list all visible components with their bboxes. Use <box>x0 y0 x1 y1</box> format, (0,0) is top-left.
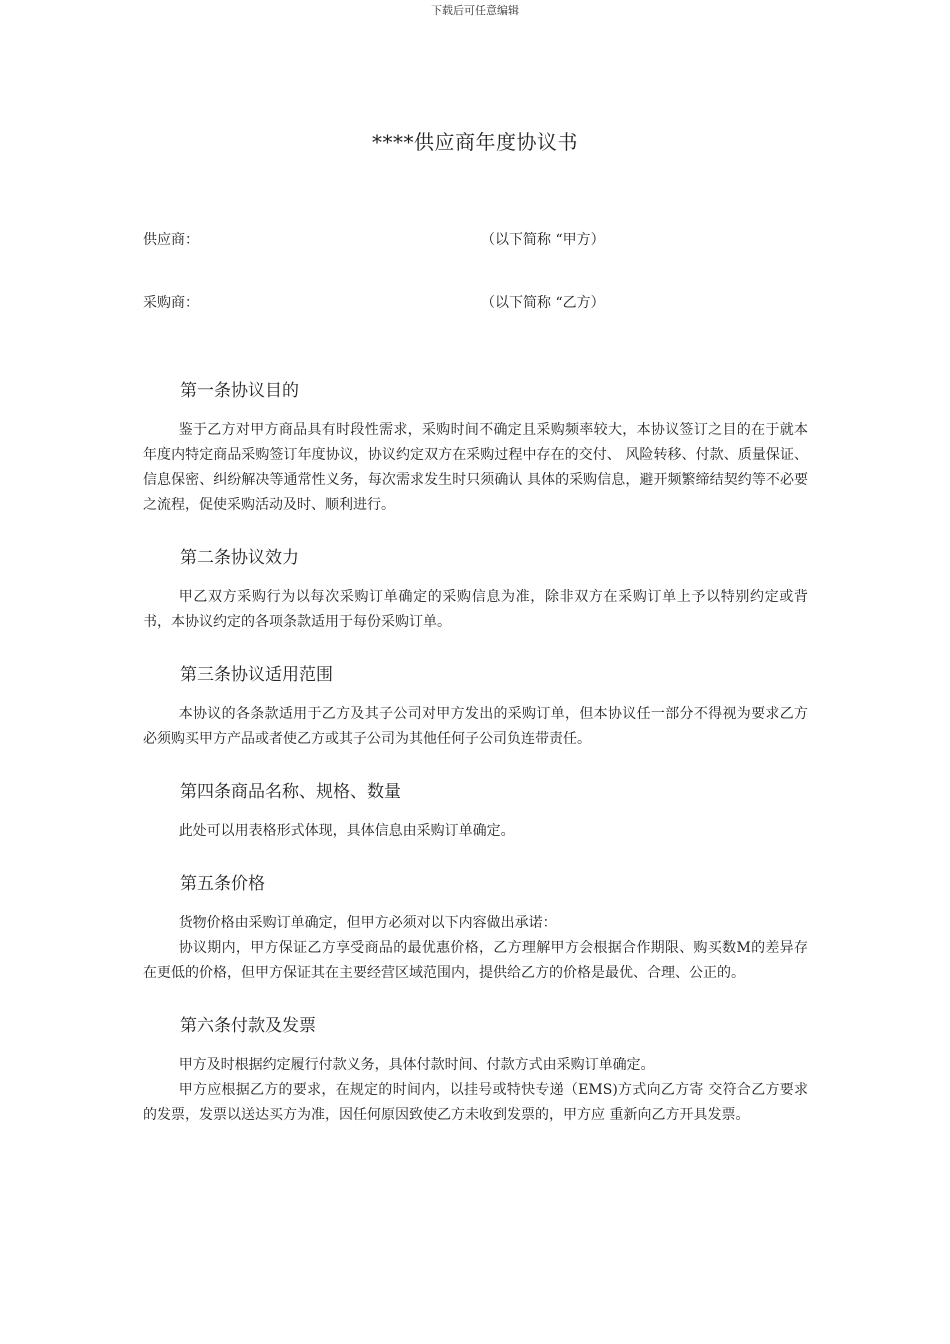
party-purchaser <box>143 292 823 312</box>
section-4 <box>143 779 808 844</box>
section-paragraph: 甲方及时根据约定履行付款义务，具体付款时间、付款方式由采购订单确定。 <box>178 1057 655 1073</box>
section-paragraph: 此处可以用表格形式体现，具体信息由采购订单确定。 <box>178 823 515 839</box>
section-paragraph: 甲乙双方采购行为以每次采购订单确定的采购信息为准，除非双方在采购订单上予以特别约定或背书，本协议约定的各项条款适用于每份采购订单。 <box>143 589 808 630</box>
section-paragraph: 协议期内，甲方保证乙方享受商品的最优惠价格，乙方理解甲方会根据合作期限、购买数M的差异存在更低的价格，但甲方保证其在主要经营区域范围内，提供给乙方的价格是最优、合理、公正的。 <box>143 940 808 981</box>
section-paragraph: 鉴于乙方对甲方商品具有时段性需求，采购时间不确定且采购频率较大，本协议签订之目的在于就本年度内特定商品采购签订年度协议，协议约定双方在采购过程中存在的交付、 风险转移、付款、质量保证、信息保密、纠纷解决等通常性义务，每次需求发生时只须确认 具体的采购信息，避开频繁缔结契约等不必要之流程，促使采购活动及时、顺利进行。 <box>143 422 808 513</box>
section-6 <box>143 1013 808 1128</box>
section-heading: 第四条商品名称、规格、数量 <box>180 782 401 802</box>
party-supplier-label: 供应商： <box>143 232 199 248</box>
document-body <box>143 378 808 1155</box>
section-heading: 第三条协议适用范围 <box>180 665 333 685</box>
section-5 <box>143 871 808 986</box>
section-1 <box>143 378 808 518</box>
document-title: ****供应商年度协议书 <box>372 130 578 154</box>
party-supplier <box>143 229 823 249</box>
section-paragraph: 本协议的各条款适用于乙方及其子公司对甲方发出的采购订单，但本协议任一部分不得视为要求乙方必须购买甲方产品或者使乙方或其子公司为其他任何子公司负连带责任。 <box>143 706 808 747</box>
section-heading: 第六条付款及发票 <box>180 1016 316 1036</box>
party-supplier-note: （以下简称 “甲方） <box>481 232 605 248</box>
section-2 <box>143 545 808 635</box>
header-note: 下载后可任意编辑 <box>431 4 519 17</box>
section-paragraph: 货物价格由采购订单确定，但甲方必须对以下内容做出承诺： <box>178 915 557 931</box>
party-purchaser-note: （以下简称 “乙方） <box>481 295 605 311</box>
section-paragraph: 甲方应根据乙方的要求，在规定的时间内，以挂号或特快专递（EMS)方式向乙方寄 交符合乙方要求的发票，发票以送达买方为准，因任何原因致使乙方未收到发票的，甲方应 重新向乙方开具发票。 <box>143 1082 808 1123</box>
section-3 <box>143 662 808 752</box>
party-purchaser-label: 采购商： <box>143 295 199 311</box>
section-heading: 第二条协议效力 <box>180 548 299 568</box>
section-heading: 第一条协议目的 <box>180 381 299 401</box>
section-heading: 第五条价格 <box>180 874 265 894</box>
